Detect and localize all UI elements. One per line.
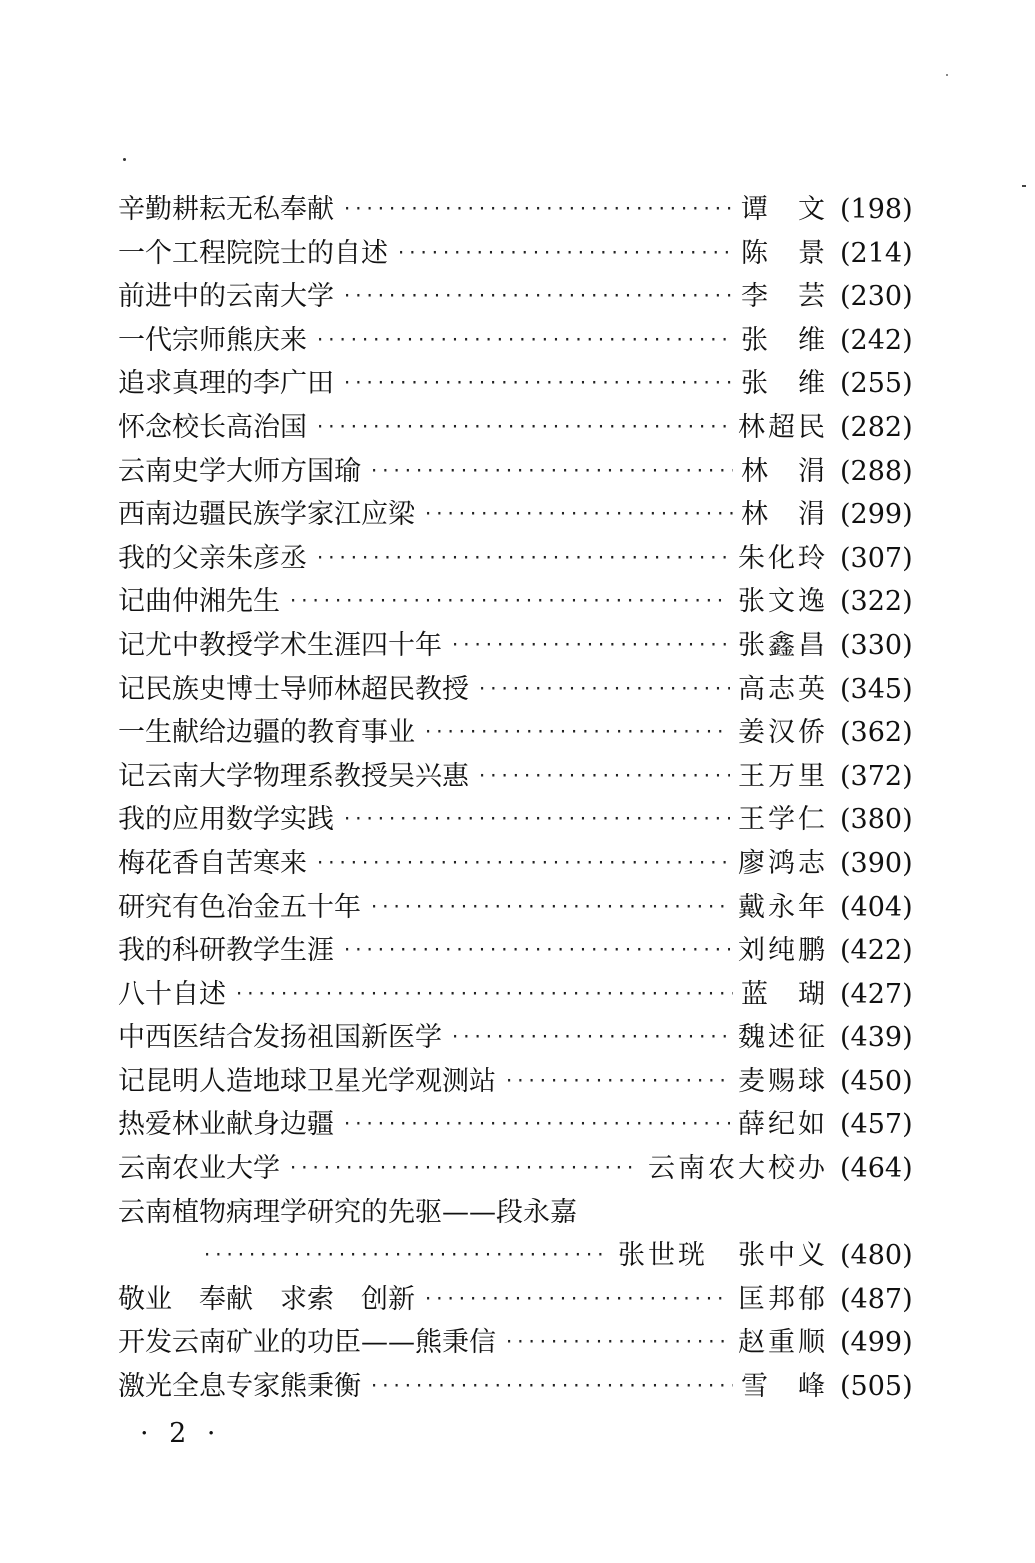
entry-author: 王万里: [738, 760, 828, 792]
entry-author: 张维: [741, 324, 855, 356]
entry-author: 林涓: [741, 499, 855, 531]
entry-page: (214): [840, 237, 913, 269]
entry-page: (505): [840, 1371, 913, 1403]
entry-page: (345): [840, 673, 913, 705]
entry-page: (330): [840, 629, 913, 661]
dot-leader: [315, 319, 733, 363]
entry-title: 开发云南矿业的功臣——熊秉信: [118, 1327, 496, 1359]
toc-entry: [118, 1016, 913, 1060]
entry-title: 八十自述: [118, 978, 226, 1010]
dot-leader: [342, 929, 730, 973]
dot-leader: [234, 973, 733, 1017]
entry-title: 前进中的云南大学: [118, 281, 334, 313]
entry-title: 激光全息专家熊秉衡: [118, 1371, 361, 1403]
entry-page: (322): [840, 586, 913, 618]
entry-page: (372): [840, 760, 913, 792]
entry-author: 谭文: [741, 194, 855, 225]
entry-page: (450): [840, 1065, 913, 1097]
dot-leader: [342, 798, 730, 842]
entry-page: (255): [840, 368, 913, 400]
entry-author: 赵重顺: [738, 1327, 828, 1359]
toc-entry: [118, 1103, 913, 1147]
toc-entry: [118, 493, 913, 537]
scan-speck: [1022, 185, 1026, 187]
toc-entry: [118, 450, 913, 494]
toc-entry: [118, 755, 913, 799]
toc-entry: [118, 1147, 913, 1191]
entry-title: 云南植物病理学研究的先驱——段永嘉: [118, 1196, 577, 1228]
dot-leader: [315, 406, 730, 450]
toc-entry: [118, 842, 913, 886]
entry-title: 辛勤耕耘无私奉献: [118, 194, 334, 225]
dot-leader: [477, 668, 730, 712]
entry-page: (288): [840, 455, 913, 487]
entry-page: (499): [840, 1327, 913, 1359]
dot-leader: [369, 886, 730, 930]
entry-title: 我的科研教学生涯: [118, 935, 334, 967]
entry-author: 刘纯鹏: [738, 935, 828, 967]
dot-leader: [504, 1060, 730, 1104]
entry-author: 林超民: [738, 411, 828, 443]
scan-speck: [123, 158, 126, 161]
dot-leader: [202, 1234, 610, 1278]
toc-entry: [118, 319, 913, 363]
dot-leader: [315, 537, 730, 581]
entry-author: 张世珖 张中义: [618, 1240, 828, 1272]
entry-page: (282): [840, 411, 913, 443]
toc-entry: [118, 1365, 913, 1409]
dot-leader: [342, 275, 733, 319]
dot-leader: [369, 450, 733, 494]
page-number: · 2 ·: [140, 1418, 222, 1449]
dot-leader: [288, 580, 730, 624]
dot-leader: [369, 1365, 733, 1409]
entry-title: 中西医结合发扬祖国新医学: [118, 1022, 442, 1054]
entry-title: 云南农业大学: [118, 1153, 280, 1185]
entry-page: (390): [840, 847, 913, 879]
entry-page: (380): [840, 804, 913, 836]
entry-page: (198): [840, 194, 913, 225]
dot-leader: [450, 1016, 730, 1060]
entry-page: (362): [840, 717, 913, 749]
entry-title: 一个工程院院士的自述: [118, 237, 388, 269]
toc-entry-continuation: [118, 1234, 913, 1278]
entry-author: 魏述征: [738, 1022, 828, 1054]
entry-author: 王学仁: [738, 804, 828, 836]
toc-entry: [118, 929, 913, 973]
toc-entry: [118, 973, 913, 1017]
dot-leader: [288, 1147, 640, 1191]
toc-entry: [118, 668, 913, 712]
entry-page: (307): [840, 542, 913, 574]
entry-author: 张鑫昌: [738, 629, 828, 661]
dot-leader: [423, 711, 730, 755]
entry-author: 蓝瑚: [741, 978, 855, 1010]
toc-entry: [118, 406, 913, 450]
entry-title: 一生献给边疆的教育事业: [118, 717, 415, 749]
entry-author: 麦赐球: [738, 1065, 828, 1097]
entry-page: (427): [840, 978, 913, 1010]
toc-entry: [118, 537, 913, 581]
dot-leader: [315, 842, 730, 886]
toc-entry: [118, 362, 913, 406]
toc-entry: [118, 580, 913, 624]
entry-page: (480): [840, 1240, 913, 1272]
entry-title: 研究有色冶金五十年: [118, 891, 361, 923]
entry-title: 记民族史博士导师林超民教授: [118, 673, 469, 705]
entry-page: (422): [840, 935, 913, 967]
entry-title: 我的父亲朱彦丞: [118, 542, 307, 574]
dot-leader: [423, 1278, 730, 1322]
toc-entry: [118, 232, 913, 276]
entry-page: (299): [840, 499, 913, 531]
entry-title: 怀念校长高治国: [118, 411, 307, 443]
entry-title: 敬业 奉献 求索 创新: [118, 1283, 415, 1315]
entry-author: 戴永年: [738, 891, 828, 923]
toc-entry: [118, 188, 913, 232]
entry-author: 李芸: [741, 281, 855, 313]
entry-author: 张文逸: [738, 586, 828, 618]
entry-title: 云南史学大师方国瑜: [118, 455, 361, 487]
entry-title: 记尤中教授学术生涯四十年: [118, 629, 442, 661]
toc-entry: [118, 1191, 910, 1235]
entry-author: 朱化玲: [738, 542, 828, 574]
dot-leader: [342, 362, 733, 406]
entry-title: 记云南大学物理系教授吴兴惠: [118, 760, 469, 792]
entry-author: 云南农大校办: [648, 1153, 828, 1185]
entry-page: (457): [840, 1109, 913, 1141]
entry-author: 姜汉侨: [738, 717, 828, 749]
dot-leader: [504, 1321, 730, 1365]
toc-entry: [118, 1060, 913, 1104]
entry-author: 薛纪如: [738, 1109, 828, 1141]
entry-page: (439): [840, 1022, 913, 1054]
dot-leader: [396, 232, 733, 276]
entry-title: 一代宗师熊庆来: [118, 324, 307, 356]
entry-title: 西南边疆民族学家江应梁: [118, 499, 415, 531]
entry-author: 林涓: [741, 455, 855, 487]
entry-author: 廖鸿志: [738, 847, 828, 879]
entry-title: 记昆明人造地球卫星光学观测站: [118, 1065, 496, 1097]
toc-entry: [118, 711, 913, 755]
entry-page: (242): [840, 324, 913, 356]
entry-author: 张维: [741, 368, 855, 400]
dot-leader: [342, 188, 733, 232]
entry-author: 陈景: [741, 237, 855, 269]
dot-leader: [450, 624, 730, 668]
entry-page: (404): [840, 891, 913, 923]
toc-entry: [118, 798, 913, 842]
entry-author: 匡邦郁: [738, 1283, 828, 1315]
entry-page: (487): [840, 1283, 913, 1315]
dash-leader: [423, 493, 733, 537]
entry-title: 记曲仲湘先生: [118, 586, 280, 618]
entry-title: 梅花香自苦寒来: [118, 847, 307, 879]
toc-entry: [118, 275, 913, 319]
entry-title: 我的应用数学实践: [118, 804, 334, 836]
dot-leader: [477, 755, 730, 799]
toc-entry: [118, 624, 913, 668]
entry-author: 高志英: [738, 673, 828, 705]
toc-entry: [118, 1278, 913, 1322]
scan-speck: [946, 74, 948, 76]
table-of-contents: [118, 188, 913, 1409]
entry-author: 雪峰: [741, 1371, 855, 1403]
entry-title: 热爱林业献身边疆: [118, 1109, 334, 1141]
dot-leader: [342, 1103, 730, 1147]
entry-title: 追求真理的李广田: [118, 368, 334, 400]
entry-page: (230): [840, 281, 913, 313]
toc-entry: [118, 1321, 913, 1365]
toc-entry: [118, 886, 913, 930]
entry-page: (464): [840, 1153, 913, 1185]
